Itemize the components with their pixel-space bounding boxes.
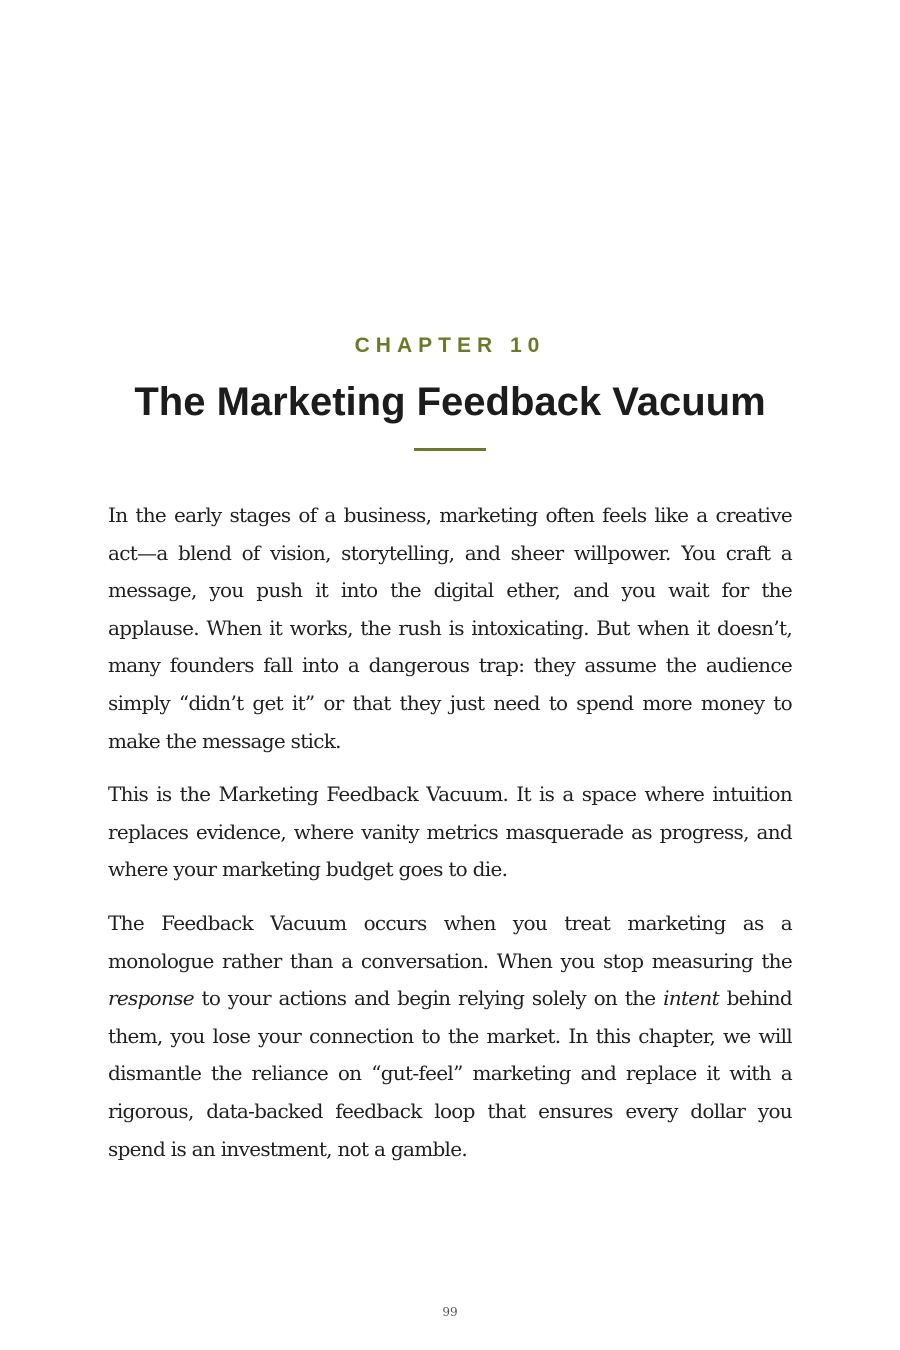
paragraph-3-text: to your actions and begin relying solely on the <box>193 986 664 1011</box>
paragraph-3-text: The Feedback Vacuum occurs when you treat marketing as a monologue rather than a conversation. When you stop measuring the <box>108 910 792 973</box>
title-divider <box>414 448 486 451</box>
emphasis-response: response <box>108 986 194 1011</box>
paragraph-1: In the early stages of a business, marketing often feels like a creative act—a blend of vision, storytelling, and sheer willpower. You craft a message, you push it into the digital ether, and you wait for the applause. When it works, the rush is intoxicating. But when it doesn’t, many founders fall into a dangerous trap: they assume the audience simply “didn’t get it” or that they just need to spend more money to make the message stick. <box>108 503 792 753</box>
chapter-title: The Marketing Feedback Vacuum <box>134 380 766 424</box>
paragraph-2: This is the Marketing Feedback Vacuum. It is a space where intuition replaces evidence, where vanity metrics masquerade as progress, and where your marketing budget goes to die. <box>108 782 792 882</box>
page-number: 99 <box>442 1305 458 1319</box>
chapter-body <box>108 497 792 1184</box>
paragraph-3 <box>108 905 792 1168</box>
emphasis-intent: intent <box>663 986 719 1011</box>
chapter-label: CHAPTER 10 <box>354 334 546 357</box>
paragraph-3-text: behind them, you lose your connection to the market. In this chapter, we will dismantle the reliance on “gut-feel” marketing and replace it with a rigorous, data-backed feedback loop that ensures every dollar you spend is an investment, not a gamble. <box>108 986 792 1161</box>
